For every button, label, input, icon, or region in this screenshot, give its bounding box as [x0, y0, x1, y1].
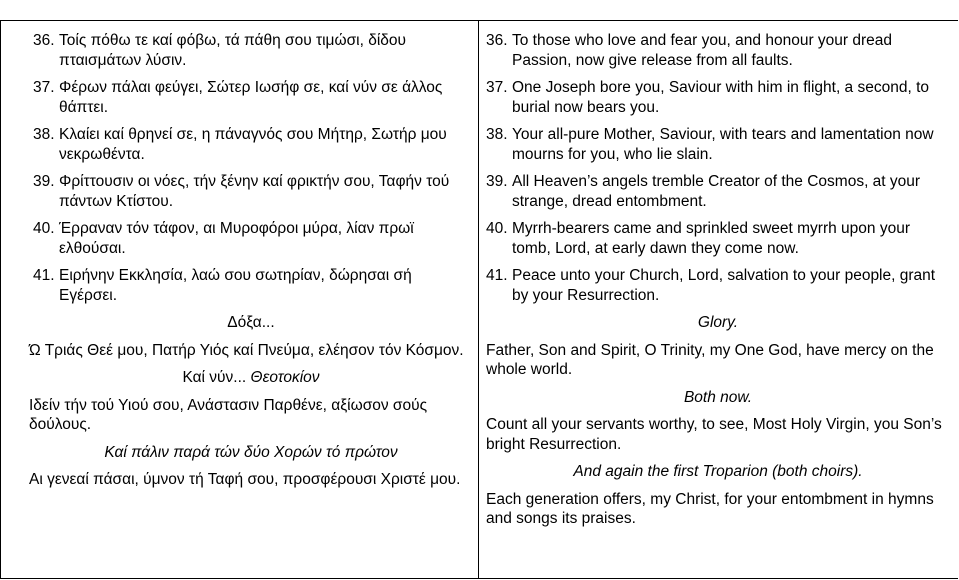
column-divider: [478, 20, 479, 579]
english-verse-39: [486, 172, 950, 211]
greek-verse-41: [33, 266, 473, 305]
greek-column: [29, 31, 473, 498]
english-verse-37: [486, 78, 950, 117]
greek-verse-36: [33, 31, 473, 70]
greek-verse-39: [33, 172, 473, 211]
english-again-text: Each generation offers, my Christ, for your entombment in hymns and songs its praises.: [486, 490, 934, 527]
verse-text: Ειρήνην Εκκλησία, λαώ σου σωτηρίαν, δώρησαι σή Εγέρσει.: [59, 267, 412, 304]
greek-again-heading: Καί πάλιν παρά τών δύο Χορών τό πρώτον: [104, 443, 398, 461]
verse-text: To those who love and fear you, and honour your dread Passion, now give release from all faults.: [512, 32, 893, 69]
verse-number: 40.: [486, 220, 508, 237]
greek-verse-40: [33, 219, 473, 258]
english-verse-41: [486, 266, 950, 305]
verse-number: 38.: [33, 126, 55, 143]
english-glory-text: Father, Son and Spirit, O Trinity, my One God, have mercy on the whole world.: [486, 341, 934, 378]
verse-text: Φέρων πάλαι φεύγει, Σώτερ Ιωσήφ σε, καί νύν σε άλλος θάπτει.: [59, 79, 443, 116]
verse-text: Κλαίει καί θρηνεί σε, η πάναγνός σου Μήτηρ, Σωτήρ μου νεκρωθέντα.: [59, 126, 447, 163]
verse-number: 39.: [486, 173, 508, 190]
verse-text: Έρραναν τόν τάφον, αι Μυροφόροι μύρα, λίαν πρωϊ ελθούσαι.: [59, 220, 414, 257]
english-verse-36: [486, 31, 950, 70]
verse-text: Peace unto your Church, Lord, salvation to your people, grant by your Resurrection.: [512, 267, 936, 304]
greek-again-text: Αι γενεαί πάσαι, ύμνον τή Ταφή σου, προσφέρουσι Χριστέ μου.: [29, 471, 461, 488]
english-verse-38: [486, 125, 950, 164]
greek-glory-heading: Δόξα...: [227, 314, 275, 331]
verse-number: 37.: [33, 79, 55, 96]
greek-verse-38: [33, 125, 473, 164]
english-again-heading: And again the first Troparion (both choirs).: [573, 463, 863, 480]
verse-number: 41.: [33, 267, 55, 284]
english-both-text: Count all your servants worthy, to see, Most Holy Virgin, you Son’s bright Resurrection.: [486, 416, 942, 453]
verse-number: 36.: [486, 32, 508, 49]
verse-text: Myrrh-bearers came and sprinkled sweet myrrh upon your tomb, Lord, at early dawn they come now.: [512, 220, 910, 257]
verse-number: 36.: [33, 32, 55, 49]
verse-text: Your all-pure Mother, Saviour, with tears and lamentation now mourns for you, who lie slain.: [512, 126, 934, 163]
english-glory-heading: Glory.: [697, 314, 739, 331]
verse-text: One Joseph bore you, Saviour with him in flight, a second, to burial now bears you.: [512, 79, 930, 116]
verse-number: 40.: [33, 220, 55, 237]
english-both-heading: Both now.: [683, 388, 753, 406]
both-heading-italic: Θεοτοκίον: [250, 369, 320, 386]
verse-number: 41.: [486, 267, 508, 284]
verse-text: Φρίττουσιν οι νόες, τήν ξένην καί φρικτήν σου, Ταφήν τού πάντων Κτίστου.: [59, 173, 450, 210]
greek-verse-37: [33, 78, 473, 117]
verse-text: Τοίς πόθω τε καί φόβω, τά πάθη σου τιμώσι, δίδου πταισμάτων λύσιν.: [59, 32, 407, 69]
english-verse-40: [486, 219, 950, 258]
greek-both-text: Ιδείν τήν τού Υιού σου, Ανάστασιν Παρθένε, αξίωσον σούς δούλους.: [29, 396, 428, 433]
verse-number: 39.: [33, 173, 55, 190]
verse-text: All Heaven’s angels tremble Creator of the Cosmos, at your strange, dread entombment.: [512, 173, 921, 210]
english-column: [486, 31, 950, 537]
both-heading-plain: Καί νύν...: [182, 369, 247, 386]
greek-both-heading: [29, 368, 473, 388]
verse-number: 38.: [486, 126, 508, 143]
verse-number: 37.: [486, 79, 508, 96]
greek-glory-text: Ώ Τριάς Θεέ μου, Πατήρ Υιός καί Πνεύμα, ελέησον τόν Κόσμον.: [29, 341, 464, 359]
